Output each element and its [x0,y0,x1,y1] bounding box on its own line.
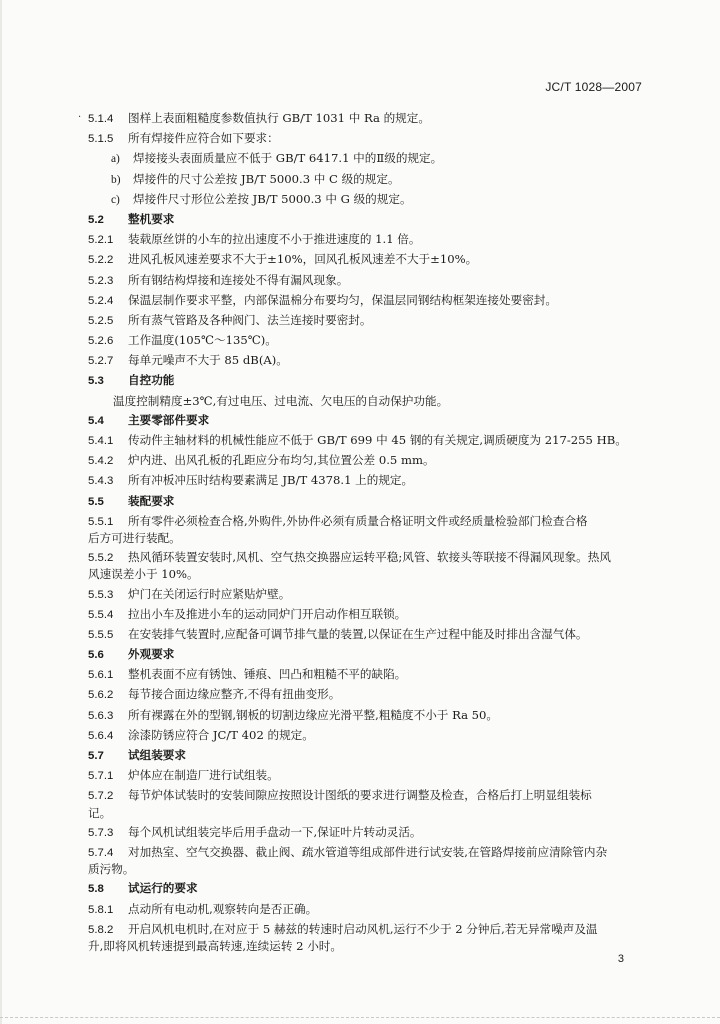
clause-text: 主要零部件要求 [128,412,210,427]
clause-number: 5.5.4 [88,608,114,621]
clause-text: 图样上表面粗糙度参数值执行 GB/T 1031 中 Ra 的规定。 [128,111,430,125]
clause-number: 5.7.4 [88,846,114,859]
section-heading [88,493,648,510]
clause-number: 5.4.3 [88,475,114,488]
continuation-line [88,530,648,546]
clause-text: 所有钢结构焊接和连接处不得有漏风现象。 [128,272,349,287]
clause-line [88,586,648,603]
clause-text: 外观要求 [128,647,175,662]
clause-number: 5.5.2 [88,552,114,565]
clause-line [88,393,648,409]
clause-text: 保温层制作要求平整，内部保温棉分布要均匀，保温层同钢结构框架连接处要密封。 [128,292,557,307]
clause-line [88,767,648,784]
clause-text: 进风孔板风速差要求不大于±10%，回风孔板风速差不大于±10%。 [128,252,478,267]
clause-line [88,272,648,289]
clause-number: 5.5.1 [88,515,114,528]
clause-text: 炉体应在制造厂进行试组装。 [128,768,279,783]
page-number: 3 [617,953,624,965]
section-heading [88,747,648,764]
scan-speck: · [78,112,82,123]
clause-line [88,332,648,349]
clause-line [88,666,648,683]
clause-line [88,901,648,918]
clause-text: 传动件主轴材料的机械性能应不低于 GB/T 699 中 45 钢的有关规定,调质硬度为 217-255 HB。 [128,433,627,447]
clause-line [88,452,648,469]
clause-number: 5.2.5 [88,314,114,327]
section-heading [88,880,648,897]
clause-number: 5.2.3 [88,274,114,287]
clause-text: 开启风机电机时,在对应于 5 赫兹的转速时启动风机,运行不少于 2 分钟后,若无异常噪声及温 [128,921,598,936]
clause-text: 升,即将风机转速提到最高转速,连续运转 2 小时。 [88,938,342,953]
clause-text: 试运行的要求 [128,881,198,896]
clause-number: 5.4.2 [88,455,114,468]
clause-number: 5.2.2 [88,254,114,267]
clause-text: 整机表面不应有锈蚀、锤痕、凹凸和粗糙不平的缺陷。 [128,667,407,682]
clause-text: 在安装排气装置时,应配备可调节排气量的装置,以保证在生产过程中能及时排出含湿气体。 [128,626,588,641]
clause-number: 5.2.4 [88,294,114,307]
clause-number: 5.8.1 [88,903,114,916]
section-heading [88,372,648,389]
clause-text: 自控功能 [128,373,175,388]
clause-line [88,824,648,841]
clause-text: 焊接件尺寸形位公差按 JB/T 5000.3 中 G 级的规定。 [133,191,412,206]
clause-line [88,251,648,268]
clause-line [88,150,648,167]
clause-text: 炉内进、出风孔板的孔距应分布均匀,其位置公差 0.5 mm。 [128,453,435,468]
clause-number: 5.4.1 [88,435,114,447]
clause-text: 每节接合面边缘应整齐,不得有扭曲变形。 [128,687,341,702]
clause-text: 焊接接头表面质量应不低于 GB/T 6417.1 中的Ⅱ级的规定。 [133,151,443,166]
scan-bottom-line [0,1017,720,1018]
clause-line [88,130,648,147]
clause-text: 温度控制精度±3℃,有过电压、过电流、欠电压的自动保护功能。 [113,393,449,408]
clause-line [88,606,648,623]
clause-number: a) [111,153,120,166]
clause-number: 5.1.5 [88,133,114,146]
clause-text: 焊接件的尺寸公差按 JB/T 5000.3 中 C 级的规定。 [133,171,400,186]
clause-text: 后方可进行装配。 [88,530,181,545]
clause-line [88,686,648,703]
clause-text: 对加热室、空气交换器、截止阀、疏水管道等组成部件进行试安装,在管路焊接前应清除管内杂 [128,844,608,859]
clause-number: 5.3 [88,375,104,388]
clause-line [88,472,648,489]
clause-text: 所有裸露在外的型钢,钢板的切割边缘应光滑平整,粗糙度不小于 Ra 50。 [128,707,499,722]
section-heading [88,646,648,663]
clause-text: 涂漆防锈应符合 JC/T 402 的规定。 [128,727,314,742]
clause-number: 5.2 [88,213,104,226]
clause-text: 拉出小车及推进小车的运动同炉门开启动作相互联锁。 [128,606,407,621]
continuation-line [88,861,648,877]
clause-text: 每单元噪声不大于 85 dB(A)。 [128,353,288,368]
clause-number: 5.5 [88,495,104,508]
clause-line [88,707,648,724]
clause-text: 每节炉体试装时的安装间隙应按照设计图纸的要求进行调整及检查，合格后打上明显组装标 [128,788,592,803]
section-heading [88,412,648,429]
clause-text: 热风循环装置安装时,风机、空气热交换器应运转平稳;风管、软接头等联接不得漏风现象。热风 [128,550,611,565]
clause-text: 点动所有电动机,观察转向是否正确。 [128,901,318,916]
clause-line [88,352,648,369]
clause-line [88,171,648,188]
clause-line [88,549,648,566]
clause-number: 5.6.4 [88,729,114,742]
standard-code-header: JC/T 1028—2007 [545,80,642,94]
clause-text: 所有冲板冲压时结构要素满足 JB/T 4378.1 上的规定。 [128,473,414,488]
clause-number: 5.5.3 [88,588,114,601]
clause-text: 所有零件必须检查合格,外购件,外协件必须有质量合格证明文件或经质量检验部门检查合格 [128,513,588,528]
clause-line [88,513,648,530]
clause-number: 5.6 [88,649,104,662]
continuation-line [88,805,648,821]
clause-text: 质污物。 [88,862,135,877]
clause-line [88,110,648,127]
clause-line [88,626,648,643]
clause-number: 5.6.2 [88,689,114,702]
clause-text: 所有焊接件应符合如下要求： [128,131,279,146]
clause-line [88,292,648,309]
clause-number: 5.7 [88,750,104,762]
clause-number: 5.6.3 [88,709,114,722]
clause-number: 5.7.3 [88,826,114,839]
clause-line [88,787,648,804]
clause-number: b) [111,173,121,186]
clause-line [88,231,648,248]
clause-line [88,191,648,208]
document-body [88,110,648,957]
clause-text: 工作温度(105℃～135℃)。 [128,333,277,348]
clause-line [88,727,648,744]
clause-line [88,312,648,329]
continuation-line [88,938,648,954]
clause-line [88,844,648,861]
clause-text: 风速误差小于 10%。 [88,567,199,582]
clause-text: 炉门在关闭运行时应紧贴炉壁。 [128,586,291,601]
clause-number: 5.2.7 [88,355,114,368]
clause-number: 5.4 [88,414,104,427]
continuation-line [88,566,648,582]
clause-number: 5.2.1 [88,234,114,247]
clause-number: 5.8 [88,883,104,896]
clause-number: 5.7.1 [88,770,114,783]
clause-line [88,432,648,449]
section-heading [88,211,648,228]
clause-text: 所有蒸气管路及各种阀门、法兰连接时要密封。 [128,312,372,327]
clause-text: 整机要求 [128,211,175,226]
clause-number: 5.8.2 [88,923,114,936]
clause-number: c) [111,193,120,206]
clause-text: 装配要求 [128,493,175,508]
clause-number: 5.5.5 [88,628,114,641]
clause-number: 5.2.6 [88,335,114,348]
clause-text: 装载原丝饼的小车的拉出速度不小于推进速度的 1.1 倍。 [128,232,421,247]
clause-number: 5.7.2 [88,790,114,803]
scan-edge [0,0,2,1024]
clause-text: 试组装要求 [128,748,186,762]
clause-text: 每个风机试组装完毕后用手盘动一下,保证叶片转动灵活。 [128,824,422,839]
clause-line [88,921,648,938]
clause-text: 记。 [88,805,112,820]
clause-number: 5.6.1 [88,669,114,682]
clause-number: 5.1.4 [88,113,114,125]
